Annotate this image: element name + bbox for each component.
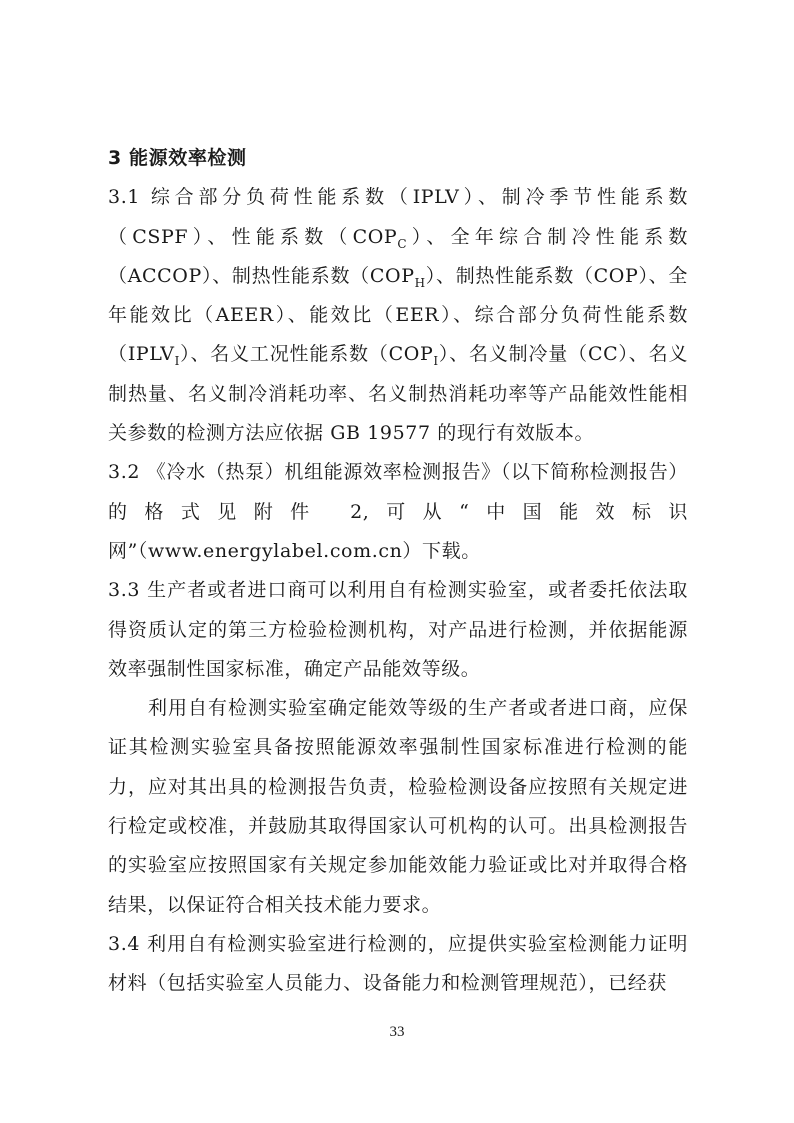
text-run: ）、制热性能系数（COP）、全年能效比（AEER）、能效比（EER）、综合部分负荷性能系数（IPLV — [108, 264, 688, 366]
paragraph-p3-4 — [108, 925, 688, 1004]
text-run: 3.2 《冷水（热泵）机组能源效率检测报告》（以下简称检测报告）的格式见附件 2,可从“中国能效标识网”（www.energylabel.com.cn）下载。 — [108, 461, 688, 562]
subscript: H — [414, 275, 426, 290]
paragraph-p3-1 — [108, 178, 688, 453]
text-run: ）、全年综合制冷性能系数（ACCOP）、制热性能系数（COP — [108, 225, 688, 287]
paragraph-p3-3 — [108, 571, 688, 689]
text-run: ）、名义工况性能系数（COP — [179, 343, 434, 366]
subscript: I — [174, 354, 180, 369]
paragraph-p3-3b — [108, 689, 688, 925]
text-run: 利用自有检测实验室确定能效等级的生产者或者进口商，应保证其检测实验室具备按照能源效率强制性国家标准进行检测的能力，应对其出具的检测报告负责，检验检测设备应按照有关规定进行检定或校准，并鼓励其取得国家认可机构的认可。出具检测报告的实验室应按照国家有关规定参加能效能力验证或比对并取得合格结果，以保证符合相关技术能力要求。 — [108, 697, 688, 916]
subscript: C — [397, 236, 408, 251]
subscript: I — [433, 354, 439, 369]
text-run: 3.4 利用自有检测实验室进行检测的，应提供实验室检测能力证明材料（包括实验室人员能力、设备能力和检测管理规范），已经获 — [108, 932, 688, 995]
text-run: ）、名义制冷量（CC）、名义制热量、名义制冷消耗功率、名义制热消耗功率等产品能效性能相关参数的检测方法应依据 GB 19577 的现行有效版本。 — [108, 343, 688, 445]
body-text — [108, 139, 688, 1004]
text-run: 3.1 综合部分负荷性能系数（IPLV）、制冷季节性能系数（CSPF）、性能系数（COP — [108, 186, 688, 248]
text-run: 3.3 生产者或者进口商可以利用自有检测实验室，或者委托依法取得资质认定的第三方检验检测机构，对产品进行检测，并依据能源效率强制性国家标准，确定产品能效等级。 — [108, 579, 688, 680]
page-number: 33 — [389, 1024, 405, 1040]
section-heading: 3 能源效率检测 — [108, 147, 247, 169]
paragraph-p3-2 — [108, 453, 688, 571]
